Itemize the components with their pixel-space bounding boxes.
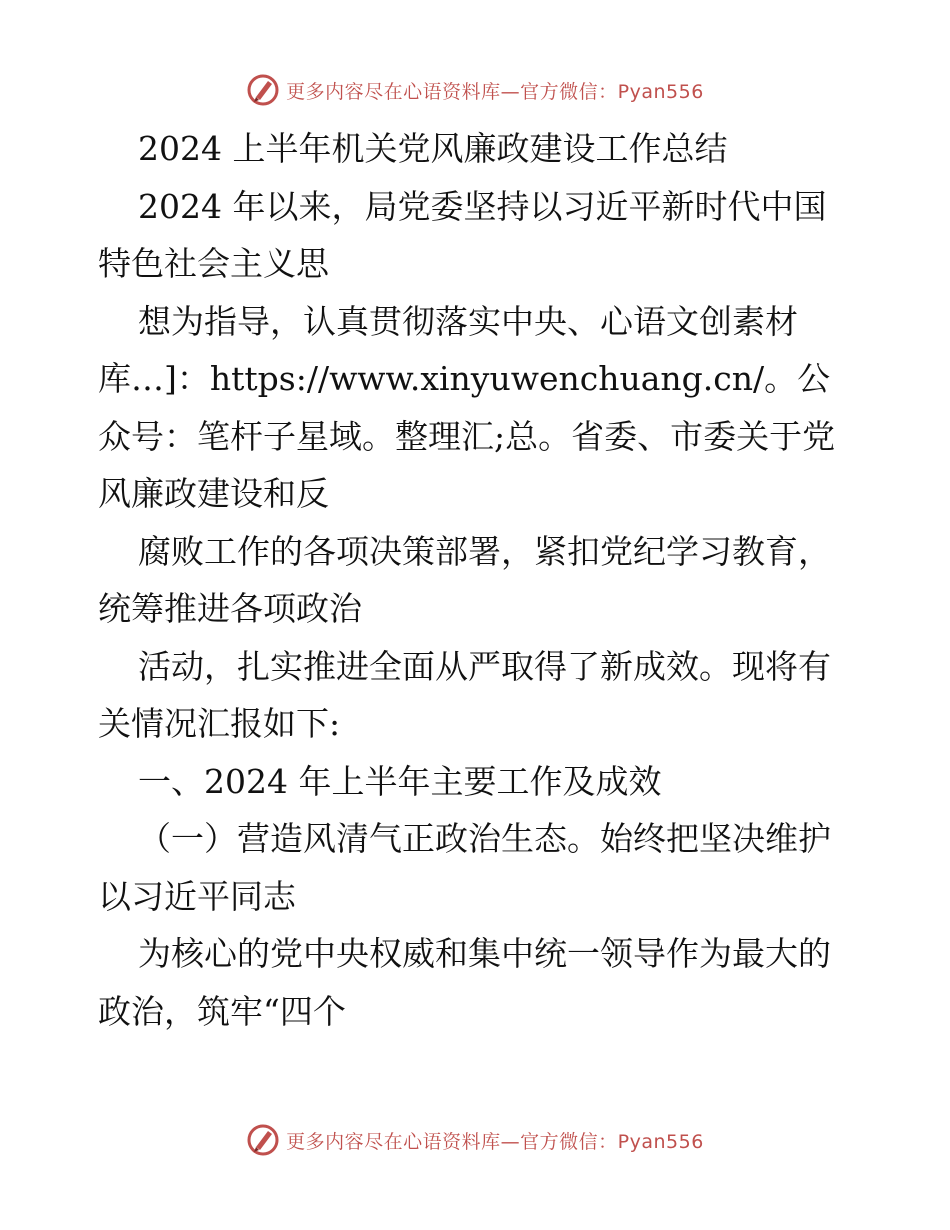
document-title: 2024 上半年机关党风廉政建设工作总结 (138, 129, 728, 168)
footer-watermark (0, 1120, 950, 1160)
paragraph: 为核心的党中央权威和集中统一领导作为最大的政治，筑牢“四个 (98, 934, 831, 1031)
paragraph: 腐败工作的各项决策部署，紧扣党纪学习教育，统筹推进各项政治 (98, 531, 831, 628)
paragraph: 想为指导，认真贯彻落实中央、心语文创素材库…]：https://www.xinyuwenchuang.cn/。公众号：笔杆子星域。整理汇;总。省委、市委关于党风廉政建设和反 (98, 301, 836, 513)
pen-seal-icon (246, 1123, 280, 1157)
document-body (98, 120, 858, 1040)
paragraph: 2024 年以来，局党委坚持以习近平新时代中国特色社会主义思 (98, 186, 827, 283)
paragraph: （一）营造风清气正政治生态。始终把坚决维护以习近平同志 (98, 819, 831, 916)
section-heading: 一、2024 年上半年主要工作及成效 (138, 761, 662, 801)
watermark-text: 更多内容尽在心语资料库—官方微信：Pyan556 (286, 1130, 704, 1153)
watermark-text: 更多内容尽在心语资料库—官方微信：Pyan556 (286, 80, 704, 103)
header-watermark (0, 70, 950, 110)
paragraph: 活动，扎实推进全面从严取得了新成效。现将有关情况汇报如下: (98, 646, 831, 743)
pen-seal-icon (246, 73, 280, 107)
